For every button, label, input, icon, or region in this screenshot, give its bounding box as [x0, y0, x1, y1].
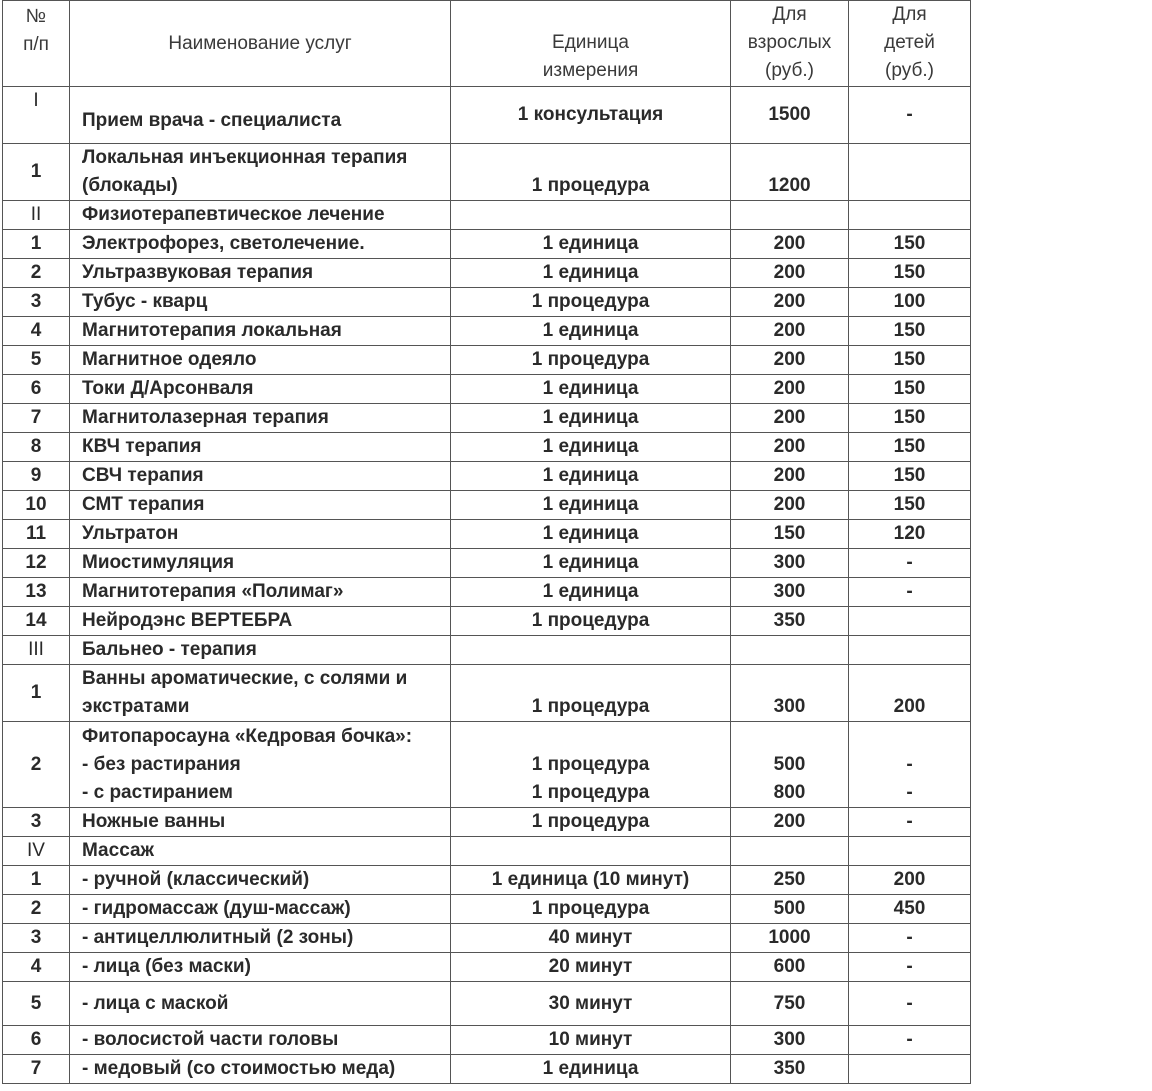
row-unit-line: 1 процедура: [531, 753, 650, 775]
row-child: 150: [849, 404, 971, 433]
header-unit: [451, 1, 731, 87]
row-unit: [451, 722, 731, 808]
header-adult-line: (руб.): [765, 60, 814, 81]
row-adult: 200: [731, 375, 849, 404]
row-number: I: [3, 87, 70, 144]
row-adult: 1500: [731, 87, 849, 144]
row-unit: 1 единица: [451, 433, 731, 462]
row-unit: 1 единица: [451, 491, 731, 520]
row-name: Ультразвуковая терапия: [70, 259, 451, 288]
row-adult: 500: [731, 895, 849, 924]
row-name-line: экстратами: [82, 696, 190, 717]
row-unit: 1 процедура: [451, 895, 731, 924]
row-unit-line: 1 процедура: [531, 781, 650, 803]
row-name-line: Фитопаросауна «Кедровая бочка»:: [82, 725, 413, 747]
row-name: [70, 722, 451, 808]
row-adult: 200: [731, 259, 849, 288]
row-unit: 1 единица (10 минут): [451, 866, 731, 895]
row-child: 150: [849, 317, 971, 346]
table-row: [3, 375, 971, 404]
row-adult: 200: [731, 288, 849, 317]
row-unit: 40 минут: [451, 924, 731, 953]
row-adult: 150: [731, 520, 849, 549]
header-row: [3, 1, 971, 87]
row-number: 10: [3, 491, 70, 520]
row-number: 1: [3, 866, 70, 895]
row-adult: 200: [731, 317, 849, 346]
row-child: [849, 144, 971, 201]
row-adult: 200: [731, 491, 849, 520]
row-adult-line: [735, 723, 844, 751]
table-row: [3, 230, 971, 259]
table-row: [3, 866, 971, 895]
row-unit: 1 консультация: [451, 87, 731, 144]
row-number: 3: [3, 924, 70, 953]
table-row: [3, 433, 971, 462]
row-child: 150: [849, 259, 971, 288]
row-name: КВЧ терапия: [70, 433, 451, 462]
row-name: [70, 665, 451, 722]
row-unit: 1 процедура: [451, 288, 731, 317]
row-adult: 350: [731, 607, 849, 636]
row-child: -: [849, 924, 971, 953]
table-row: [3, 607, 971, 636]
row-name: Тубус - кварц: [70, 288, 451, 317]
row-name: Магнитотерапия «Полимаг»: [70, 578, 451, 607]
table-row: [3, 288, 971, 317]
row-number: 2: [3, 895, 70, 924]
row-name: - антицеллюлитный (2 зоны): [70, 924, 451, 953]
row-name-line: - без растирания: [82, 753, 241, 775]
header-number-line: №: [25, 6, 47, 27]
row-child: -: [849, 87, 971, 144]
row-adult: 200: [731, 230, 849, 259]
row-child-line: -: [906, 753, 913, 775]
row-unit: [451, 201, 731, 230]
row-adult: [731, 201, 849, 230]
row-number: 12: [3, 549, 70, 578]
header-child-line: Для: [892, 4, 927, 25]
row-number: 9: [3, 462, 70, 491]
header-name: [70, 1, 451, 87]
table-row: [3, 346, 971, 375]
row-number: IV: [3, 837, 70, 866]
row-name: СМТ терапия: [70, 491, 451, 520]
row-number: 14: [3, 607, 70, 636]
row-adult: 200: [731, 404, 849, 433]
row-number: 4: [3, 317, 70, 346]
row-name: Магнитолазерная терапия: [70, 404, 451, 433]
table-row: [3, 317, 971, 346]
row-adult: [731, 636, 849, 665]
row-name: - медовый (со стоимостью меда): [70, 1055, 451, 1084]
row-name: СВЧ терапия: [70, 462, 451, 491]
row-child: 200: [849, 866, 971, 895]
row-number: 13: [3, 578, 70, 607]
row-child: [849, 837, 971, 866]
row-unit-line: [455, 723, 726, 751]
row-child: [849, 722, 971, 808]
row-number: 7: [3, 404, 70, 433]
row-number: 1: [3, 144, 70, 201]
row-adult: 300: [731, 665, 849, 722]
row-number: 11: [3, 520, 70, 549]
row-child: -: [849, 953, 971, 982]
row-unit: 1 единица: [451, 520, 731, 549]
row-unit: 20 минут: [451, 953, 731, 982]
row-adult: 600: [731, 953, 849, 982]
header-adult: [731, 1, 849, 87]
row-name: Прием врача - специалиста: [70, 87, 451, 144]
row-unit: 1 процедура: [451, 665, 731, 722]
row-child: 150: [849, 462, 971, 491]
row-name: Нейродэнс ВЕРТЕБРА: [70, 607, 451, 636]
price-table: [2, 0, 971, 1084]
row-adult: 200: [731, 346, 849, 375]
row-number: 2: [3, 259, 70, 288]
table-row: [3, 404, 971, 433]
row-child: [849, 1055, 971, 1084]
row-unit: [451, 636, 731, 665]
row-unit: 1 единица: [451, 317, 731, 346]
table-row: [3, 722, 971, 808]
row-name: Ультратон: [70, 520, 451, 549]
row-child: -: [849, 549, 971, 578]
table-row: [3, 1055, 971, 1084]
table-row: [3, 665, 971, 722]
row-adult: 750: [731, 982, 849, 1026]
row-name: - лица (без маски): [70, 953, 451, 982]
row-adult: 200: [731, 433, 849, 462]
row-name: Миостимуляция: [70, 549, 451, 578]
row-name: Магнитотерапия локальная: [70, 317, 451, 346]
row-number: 1: [3, 230, 70, 259]
table-row: [3, 491, 971, 520]
header-child: [849, 1, 971, 87]
row-adult: 300: [731, 578, 849, 607]
row-child: [849, 201, 971, 230]
header-adult-line: взрослых: [747, 32, 832, 53]
row-unit: 1 процедура: [451, 346, 731, 375]
header-child-line: детей: [884, 32, 935, 53]
row-number: 7: [3, 1055, 70, 1084]
row-child: 150: [849, 491, 971, 520]
row-name-line: Локальная инъекционная терапия: [82, 147, 408, 168]
header-unit-line: измерения: [542, 60, 639, 81]
table-row: [3, 636, 971, 665]
row-number: II: [3, 201, 70, 230]
table-row: [3, 953, 971, 982]
row-adult: 300: [731, 1026, 849, 1055]
table-row: [3, 201, 971, 230]
row-unit: 1 единица: [451, 404, 731, 433]
row-adult: 200: [731, 462, 849, 491]
table-row: [3, 808, 971, 837]
row-name-line: Ванны ароматические, с солями и: [82, 668, 408, 689]
row-name: Ножные ванны: [70, 808, 451, 837]
table-body: [3, 87, 971, 1084]
row-child: [849, 607, 971, 636]
row-unit: 1 процедура: [451, 607, 731, 636]
row-adult: 200: [731, 808, 849, 837]
row-name: Физиотерапевтическое лечение: [70, 201, 451, 230]
row-number: 5: [3, 346, 70, 375]
row-unit: 1 единица: [451, 462, 731, 491]
row-child: 100: [849, 288, 971, 317]
row-adult-line: 800: [773, 781, 806, 803]
row-number: 3: [3, 288, 70, 317]
row-child: 150: [849, 433, 971, 462]
table-row: [3, 578, 971, 607]
row-name: Токи Д/Арсонваля: [70, 375, 451, 404]
row-child: [849, 636, 971, 665]
row-adult: 300: [731, 549, 849, 578]
row-name: - волосистой части головы: [70, 1026, 451, 1055]
table-row: [3, 1026, 971, 1055]
row-unit: 30 минут: [451, 982, 731, 1026]
row-child: -: [849, 1026, 971, 1055]
table-row: [3, 87, 971, 144]
row-number: 1: [3, 665, 70, 722]
row-adult: 1200: [731, 144, 849, 201]
row-name: Бальнео - терапия: [70, 636, 451, 665]
header-child-line: (руб.): [885, 60, 934, 81]
row-name: - лица с маской: [70, 982, 451, 1026]
row-adult: 250: [731, 866, 849, 895]
row-child: -: [849, 808, 971, 837]
row-name: Электрофорез, светолечение.: [70, 230, 451, 259]
row-name: Магнитное одеяло: [70, 346, 451, 375]
row-child: 120: [849, 520, 971, 549]
row-unit: [451, 837, 731, 866]
row-number: 5: [3, 982, 70, 1026]
row-unit: 1 единица: [451, 1055, 731, 1084]
table-row: [3, 259, 971, 288]
row-unit: 1 единица: [451, 375, 731, 404]
row-name: [70, 144, 451, 201]
header-number-line: п/п: [23, 34, 49, 55]
row-adult: 350: [731, 1055, 849, 1084]
row-adult: [731, 722, 849, 808]
row-unit: 1 процедура: [451, 144, 731, 201]
table-row: [3, 144, 971, 201]
row-child: -: [849, 982, 971, 1026]
header-number: [3, 1, 70, 87]
row-unit: 1 единица: [451, 259, 731, 288]
row-number: III: [3, 636, 70, 665]
row-child: 200: [849, 665, 971, 722]
table-row: [3, 895, 971, 924]
table-row: [3, 549, 971, 578]
row-number: 6: [3, 1026, 70, 1055]
row-number: 6: [3, 375, 70, 404]
row-name-line: (блокады): [82, 175, 178, 196]
row-child: 150: [849, 375, 971, 404]
row-number: 2: [3, 722, 70, 808]
row-child-line: [853, 723, 966, 751]
row-child: 150: [849, 346, 971, 375]
row-adult-line: 500: [773, 753, 806, 775]
row-unit: 1 единица: [451, 549, 731, 578]
row-adult: 1000: [731, 924, 849, 953]
row-name: - гидромассаж (душ-массаж): [70, 895, 451, 924]
row-number: 8: [3, 433, 70, 462]
header-unit-line: Единица: [552, 32, 629, 53]
row-unit: 1 единица: [451, 230, 731, 259]
table-row: [3, 462, 971, 491]
row-adult: [731, 837, 849, 866]
row-number: 3: [3, 808, 70, 837]
row-unit: 10 минут: [451, 1026, 731, 1055]
row-unit: 1 процедура: [451, 808, 731, 837]
row-child: 150: [849, 230, 971, 259]
row-name: - ручной (классический): [70, 866, 451, 895]
row-child: -: [849, 578, 971, 607]
table-row: [3, 924, 971, 953]
table-row: [3, 520, 971, 549]
row-child: 450: [849, 895, 971, 924]
row-child-line: -: [906, 781, 913, 803]
row-name: Массаж: [70, 837, 451, 866]
header-adult-line: Для: [772, 4, 807, 25]
row-number: 4: [3, 953, 70, 982]
row-name-line: - с растиранием: [82, 781, 233, 803]
table-row: [3, 982, 971, 1026]
table-row: [3, 837, 971, 866]
row-unit: 1 единица: [451, 578, 731, 607]
header-name-text: Наименование услуг: [168, 33, 352, 54]
